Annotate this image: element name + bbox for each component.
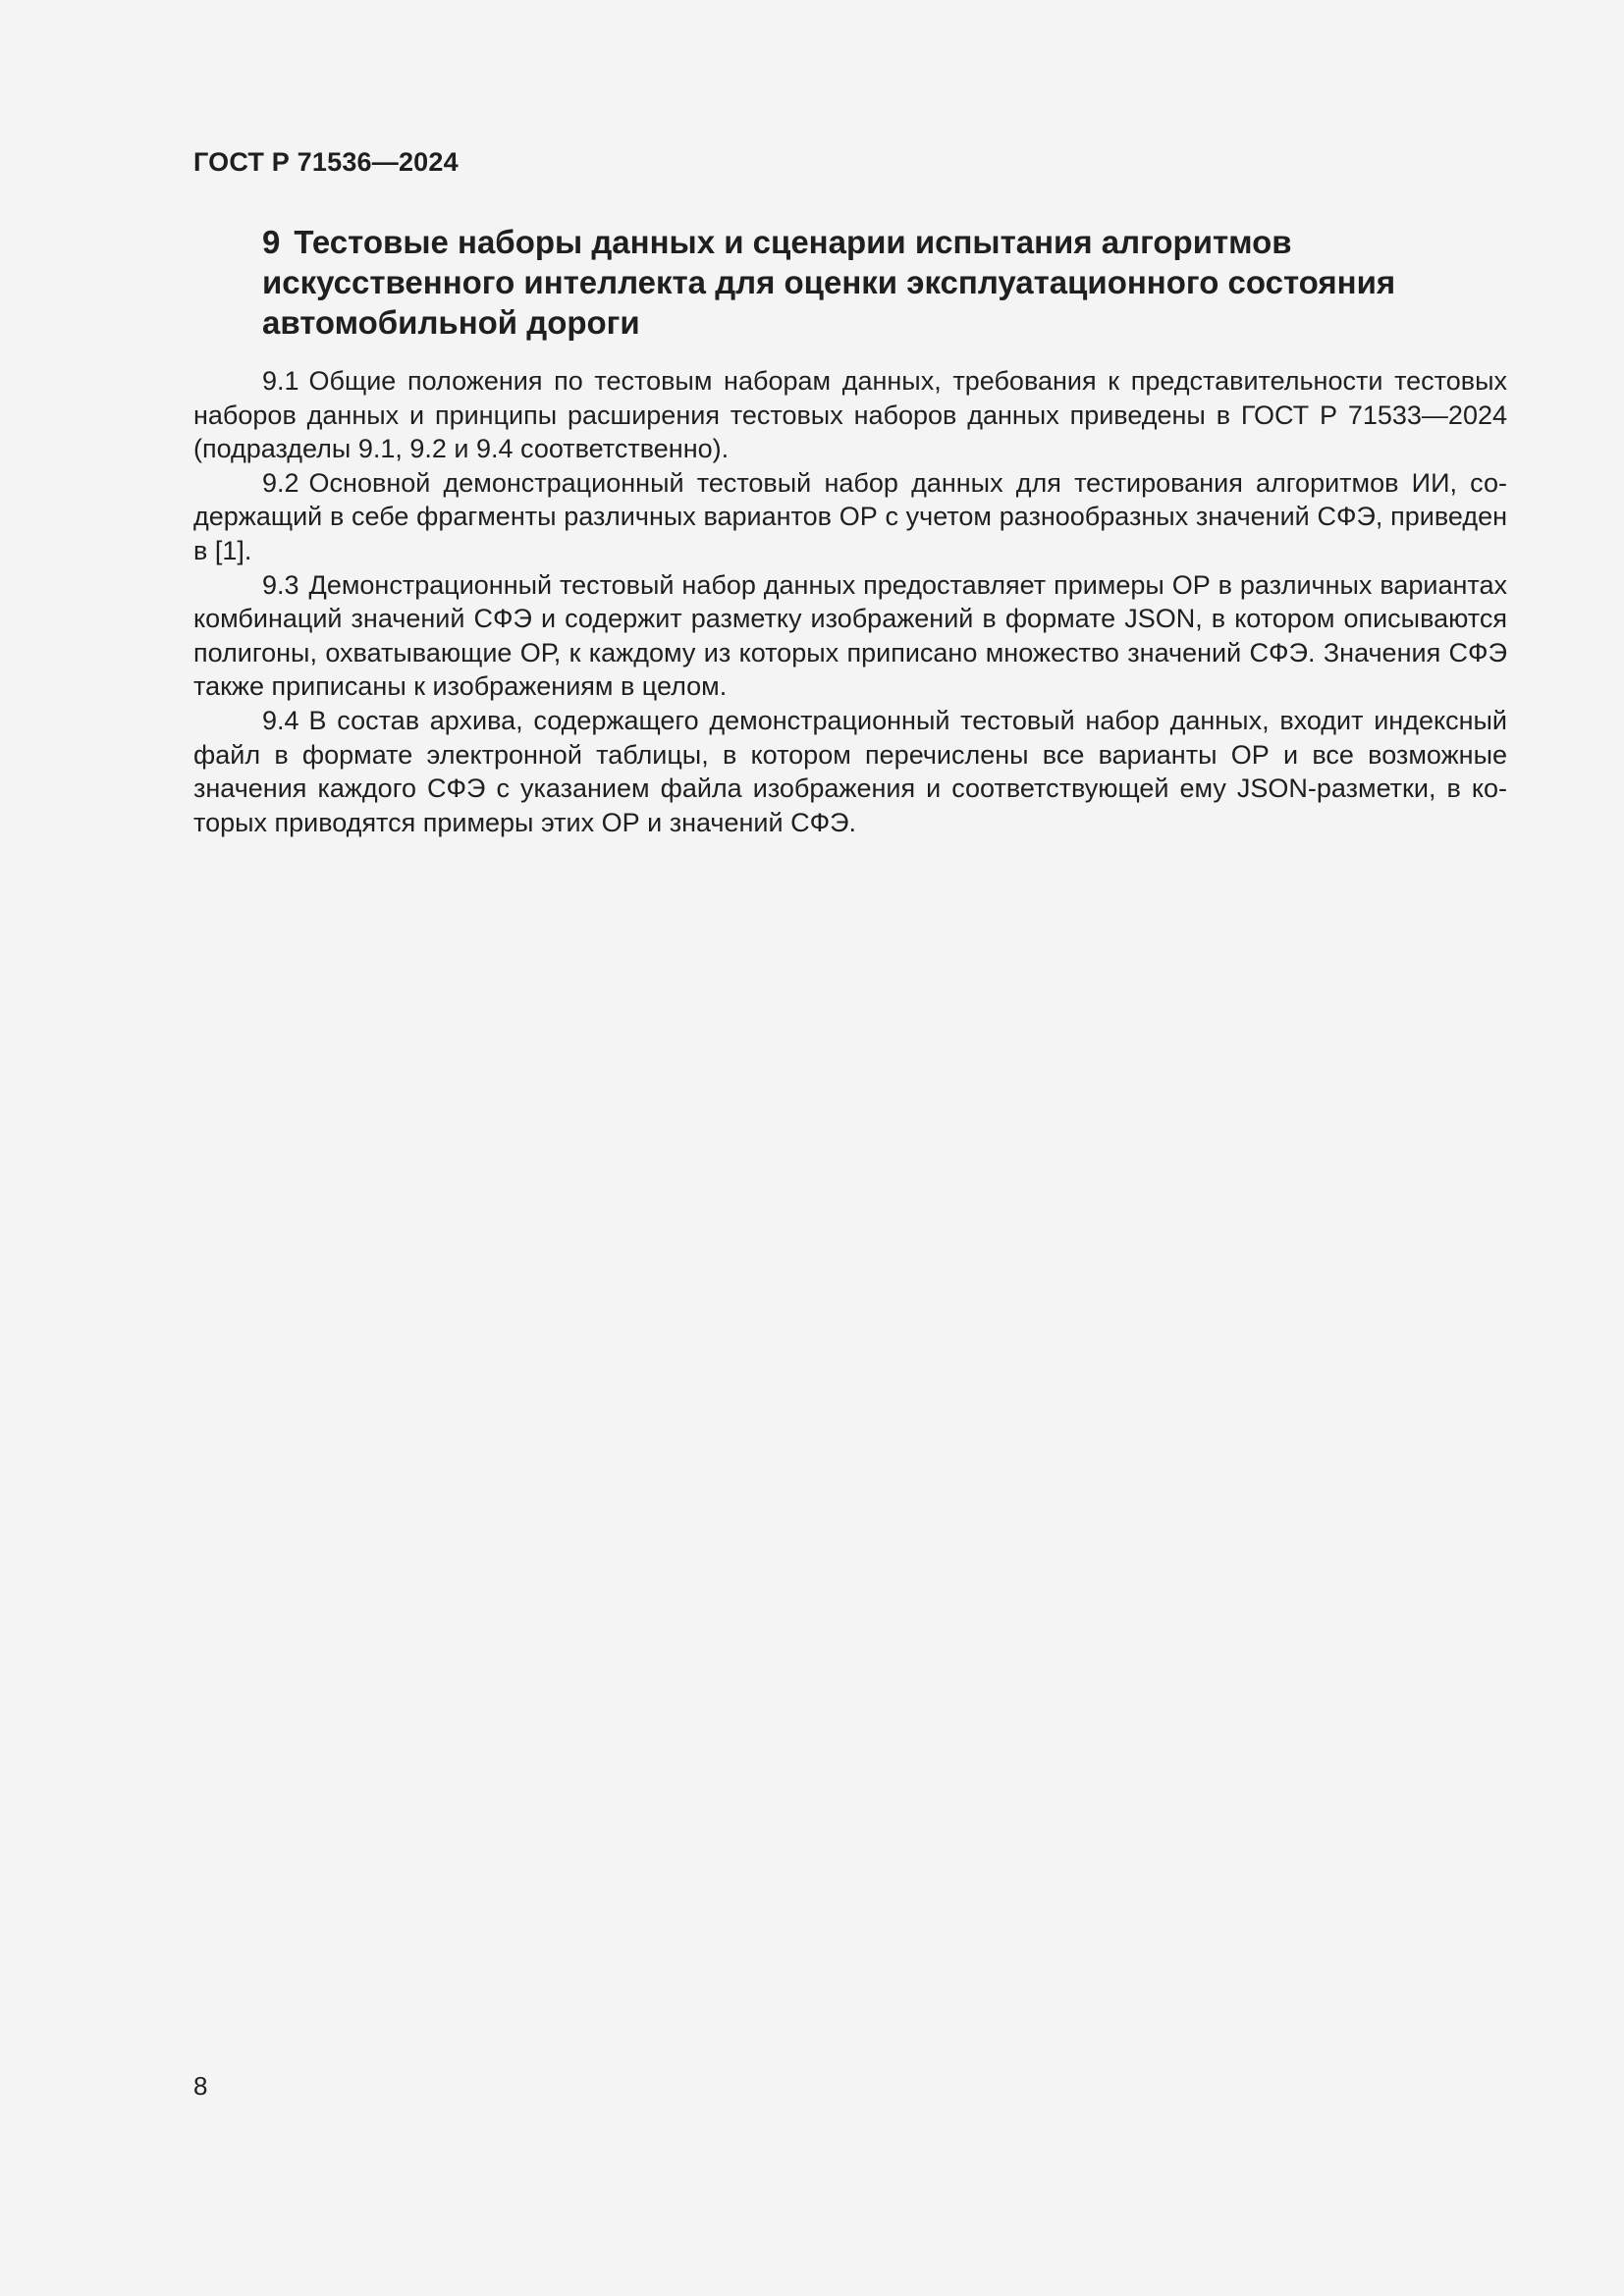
page-number: 8 [193,2071,208,2101]
paragraph-9-4 [193,704,1507,839]
paragraph-text: Основной демонстрационный тестовый набор данных для тестирования алгоритмов ИИ, содержащий в себе фрагменты различных вариантов ОР с учетом разнообразных значений СФЭ, приведен в [1]. [193,467,1507,565]
paragraph-9-2 [193,466,1507,568]
paragraph-number: 9.3 [262,569,299,600]
paragraph-text: В состав архива, содержащего демонстрационный тестовый набор данных, входит индексный файл в формате электронной таблицы, в котором перечислены все варианты ОР и все возможные значения каждого СФЭ с указанием файла изображения и соответствующей ему JSON-разметки, в которых приводятся примеры этих ОР и значений СФЭ. [193,705,1507,837]
paragraph-9-3 [193,568,1507,704]
section-9 [193,222,1507,839]
section-heading [193,222,1507,343]
paragraph-text: Общие положения по тестовым наборам данных, требования к представительности тестовых наборов данных и принципы расширения тестовых наборов данных приведены в ГОСТ Р 71533—2024 (подразделы 9.1, 9.2 и 9.4 соответственно). [193,366,1507,464]
document-standard-id: ГОСТ Р 71536—2024 [193,147,459,177]
paragraph-number: 9.4 [262,705,299,735]
paragraph-number: 9.1 [262,366,299,396]
paragraph-number: 9.2 [262,467,299,498]
section-number: 9 [262,224,281,260]
paragraph-text: Демонстрационный тестовый набор данных предоставляет примеры ОР в различных вариантах комбинаций значений СФЭ и содержит разметку изображений в формате JSON, в котором описываются полигоны, охватывающие ОР, к каждому из которых приписано множество значений СФЭ. Значения СФЭ также приписаны к изображениям в целом. [193,569,1507,702]
section-title: Тестовые наборы данных и сценарии испытания алгоритмов искусственного интеллекта для оценки эксплуатационного состояния автомобильной дороги [262,224,1396,341]
paragraph-9-1 [193,364,1507,466]
